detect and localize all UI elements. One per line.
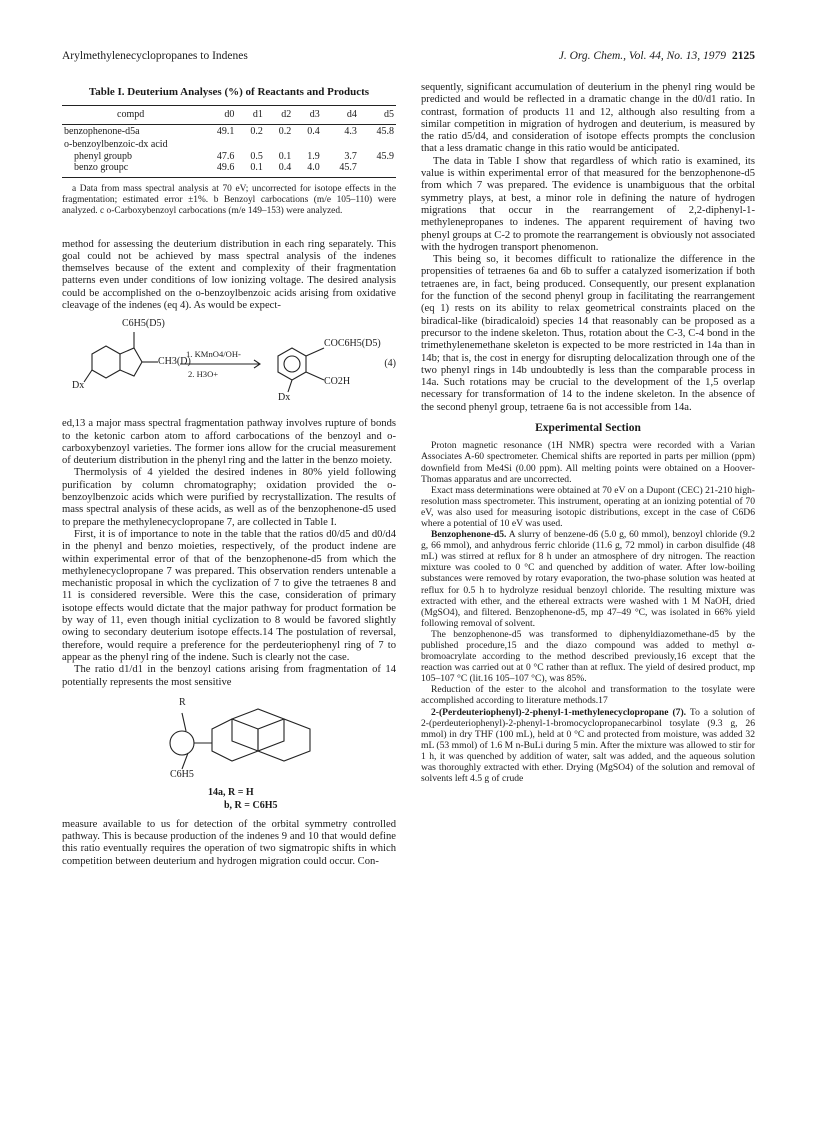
paragraph: The benzophenone-d5 was transformed to diphenyldiazomethane-d5 by the published procedure,15 and the diazo compound was added to methyl α-bromoacrylate according to the method described previously,16 except that the reaction was carried out at 0 °C rather than at reflux. The yield of desired product, mp 105–107 °C (lit.16 105–107 °C), was 85%.: [421, 628, 755, 685]
paragraph: measure available to us for detection of the orbital symmetry controlled pathway. This is because production of the indenes 9 and 10 that would define this ratio eventually requires the operation of two sigmatropic shifts in which competition between deuterium and hydrogen migration could occur. Con-: [62, 818, 396, 867]
cell: 45.7: [322, 162, 359, 177]
section-heading: Experimental Section: [535, 422, 641, 435]
paragraph: First, it is of importance to note in the table that the ratios d0/d5 and d0/d4 in the phenyl and benzo moieties, respectively, of the product indene are within experimental error of that of the benzophenone-d5 from which the methylenecyclopropane 7 was prepared. This observation renders untenable a mechanistic proposal in which the cyclization of 7 to give the tetraenes 8 and 11 is considered reversible. Were this the case, consideration of primary isotope effects would dictate that the major pathway for product formation be by way of 11, even though initial cyclization to 8 would be favored slightly owing to secondary deuterium isotope effects.14 The postulation of reversal, therefore, would require a preference for the perdeuteriophenyl ring of 7 to appear as the phenyl ring of the indene. Such is clearly not the case.: [62, 528, 396, 663]
row-label: phenyl groupb: [74, 150, 133, 162]
col-header-d5: d5: [359, 106, 396, 125]
reactant-methyl-label: CH3(D): [158, 356, 191, 368]
equation-4-drawing: [62, 318, 396, 414]
cell: 0.4: [307, 126, 320, 137]
paragraph: The data in Table I show that regardless of which ratio is examined, its value is within experimental error of that measured for the benzophenone-d5 from which 7 was prepared. The evidence is unambiguous that the orbital symmetry plays, at best, a minor role in defining the nature of hydrogen migrations that occur in the rearrangement of 2,2-diphenyl-1-methylenepropanes to indenes. The apparent requirement of having two phenyl groups at C-2 to promote the rearrangement is obviously not associated with the hydrogen transport phenomenon.: [421, 155, 755, 253]
cell: 0.5: [250, 150, 263, 162]
cell: 49.1: [216, 126, 235, 137]
cell: 4.0: [293, 162, 321, 177]
cell: 0.2: [278, 126, 292, 137]
benzene-ring-shape: [92, 346, 120, 378]
col-header-d3: d3: [293, 106, 321, 125]
product-benzoyl-label: COC6H5(D5): [324, 338, 381, 350]
table-row: [62, 139, 396, 151]
table-header-row: [62, 106, 396, 125]
cell: 3.7: [344, 150, 357, 162]
table-footnote: a Data from mass spectral analysis at 70 eV; uncorrected for isotope effects in the fragmentation; estimated error ±1%. b Benzoyl carbocations (m/e 105–110) were analyzed. c o-Carboxybenzoyl carbocations (m/e 149–153) were analyzed.: [62, 183, 396, 216]
equation-number: (4): [384, 358, 396, 370]
paragraph: [421, 529, 755, 629]
structure-14-figure: [62, 695, 396, 813]
running-head-title: Arylmethylenecyclopropanes to Indenes: [62, 50, 248, 62]
paragraph: Thermolysis of 4 yielded the desired indenes in 80% yield following purification by column chromatography; oxidation provided the o-benzoylbenzoic acids which were purified by recrystallization. The results of mass spectral analysis of these acids, as well as of the benzophenone-d5 used to prepare the methylenecyclopropane 7, are collected in Table I.: [62, 467, 396, 528]
row-label: benzo groupc: [62, 162, 199, 177]
compound-heading: 2-(Perdeuteriophenyl)-2-phenyl-1-methylenecyclopropane (7).: [431, 706, 687, 718]
cell: 1.9: [307, 150, 320, 162]
col-header-d1: d1: [236, 106, 264, 125]
cell: 45.8: [376, 126, 394, 137]
cell: 0.1: [236, 162, 264, 177]
reagent-step-1: 1. KMnO4/OH-: [186, 349, 241, 360]
table-row: [62, 162, 396, 177]
reactant-substituent-label: C6H5(D5): [122, 318, 165, 330]
table-row: [62, 124, 396, 139]
structure-r-label: R: [179, 696, 186, 708]
table-title: Table I. Deuterium Analyses (%) of Reactants and Products: [88, 86, 370, 98]
deuterium-table: [62, 105, 396, 178]
paragraph: This being so, it becomes difficult to rationalize the difference in the propensities of tetraenes 6a and 6b to suffer a catalyzed isomerization if both tetraenes are, in fact, being produced. Consequently, our present explanation for the function of the second phenyl group in facilitating the rearrangement (eq 1) rests on its ability to relax geometrical constraints placed on the biradical-like (biradicaloid) species 14 that reasonably can be proposed as a precursor to the indene skeleton. Thus, rotation about the C-3, C-4 bond in the trimethylenemethane skeleton is expected to be more restricted in 14a than in 14b; that is, the cost in energy for disrupting delocalization through one of the two phenyl rings in 14b undoubtedly is less than the comparable process in 14a. Such rotations may be crucial to the development of the 1,5 overlap necessary for transformation of 14 to the indene skeleton. In the absence of the second phenyl group, tetraene 6a is not accessible from 14a.: [421, 254, 755, 413]
product-acid-label: CO2H: [324, 376, 351, 388]
reagent-step-2: 2. H3O+: [188, 369, 219, 380]
col-header-d4: d4: [322, 106, 359, 125]
cell: 0.4: [265, 162, 293, 177]
col-header-d0: d0: [199, 106, 236, 125]
structure-label-14a: 14a, R = H: [208, 786, 254, 798]
reactant-dx-label: Dx: [72, 380, 85, 392]
row-label: o-benzoylbenzoic-dx acid: [64, 139, 168, 150]
product-dx-label: Dx: [278, 392, 291, 404]
experimental-section: [421, 440, 755, 784]
paragraph: method for assessing the deuterium distribution in each ring separately. This goal could not be achieved by mass spectral analysis of the indenes themselves because of the extent and complexity of their fragmentation patterns even under conditions of low ionizing voltage. The desired analysis could be accomplished on the o-benzoylbenzoic acids arising from oxidative cleavage of the indenes (eq 4). As would be expect-: [62, 238, 396, 311]
cell: 4.3: [344, 126, 357, 137]
page-number: 2125: [732, 50, 755, 62]
col-header-compd: compd: [62, 106, 199, 125]
table-row: [62, 151, 396, 163]
col-header-d2: d2: [265, 106, 293, 125]
left-column: [62, 82, 396, 868]
cell: 45.9: [376, 150, 394, 162]
cell: 49.6: [199, 162, 236, 177]
cell: 0.2: [250, 126, 263, 137]
cell: [359, 162, 396, 177]
paragraph: Exact mass determinations were obtained at 70 eV on a Dupont (CEC) 21-210 high-resolution mass spectrometer. This instrument, operating at an ionizing potential of 70 eV, was also used for measuring isotopic distributions, except in the case of C6D6 where a potential of 10 eV was used.: [421, 484, 755, 529]
paragraph: Proton magnetic resonance (1H NMR) spectra were recorded with a Varian Associates A-60 spectrometer. Chemical shifts are reported in parts per million (ppm) downfield from Me4Si (0.00 ppm). All melting points were obtained on a Hoover-Thomas apparatus and are uncorrected.: [421, 440, 755, 485]
structure-14-drawing: [62, 695, 396, 791]
paragraph-body: To a solution of 2-(perdeuteriophenyl)-2-phenyl-1-bromocyclopropanecarbinol tosylate (9.3 g, 26 mmol) in dry THF (100 mL), held at 0 °C and protected from moisture, was added 32 mL (53 mmol) of 1.6 M n-BuLi during 5 min. After the mixture was allowed to stir for 1 h, it was quenched by addition of water, salt was added, and the aqueous solution was thoroughly extracted with ether. Drying (MgSO4) of the solution and removal of solvents left 4.5 g of crude: [421, 706, 755, 785]
equation-4-scheme: [62, 318, 396, 414]
row-label: benzophenone-d5a: [64, 126, 140, 137]
paragraph: [421, 707, 755, 785]
running-head: [62, 50, 755, 66]
cell: 47.6: [216, 150, 235, 162]
compound-heading: Benzophenone-d5.: [431, 529, 507, 541]
paragraph: sequently, significant accumulation of deuterium in the phenyl ring would be predicted and would be reflected in a dramatic change in the d0/d1 ratio. In contrast, formation of products 11 and 12, although also resulting from a similar competition in migration of hydrogen and deuterium, is measured by the ratio d5/d4, and consideration of isotope effects prompts the conclusion that a less dramatic change in this ratio would be anticipated.: [421, 82, 755, 155]
journal-citation: J. Org. Chem., Vol. 44, No. 13, 1979: [558, 50, 726, 62]
structure-label-14b: b, R = C6H5: [224, 799, 278, 811]
paragraph: ed,13 a major mass spectral fragmentation pathway involves rupture of bonds to the ketonic carbon atom to afford carbocations of the benzoyl and o-carboxybenzoyl varieties. The former ions allow for the crucial measurement of deuterium distribution in the phenyl ring and the latter in the benzo moiety.: [62, 418, 396, 467]
paragraph: Reduction of the ester to the alcohol and transformation to the tosylate were accomplished according to literature methods.17: [421, 684, 755, 707]
paragraph: The ratio d1/d1 in the benzoyl cations arising from fragmentation of 14 potentially represents the most sensitive: [62, 664, 396, 688]
running-head-journal: [559, 50, 755, 62]
structure-phenyl-label: C6H5: [170, 768, 194, 780]
cell: 0.1: [278, 150, 292, 162]
paragraph-body: A slurry of benzene-d6 (5.0 g, 60 mmol), benzoyl chloride (9.2 g, 66 mmol), and anhydrous ferric chloride (11.6 g, 72 mmol) in carbon disulfide (48 mL) was stirred at reflux for 8 h under an atmosphere of dry nitrogen. The reaction mixture was cooled to 0 °C and quenched by addition of water. After low-boiling substances were removed by rotary evaporation, the two-phase solution was heated at reflux for 0.5 h to hydrolyze residual benzoyl chloride. The resulting mixture was extracted with ether, and the ethereal extracts were washed with 1 M NaOH, dried (MgSO4), and filtered. Benzophenone-d5, mp 47–49 °C, was isolated in 66% yield following removal of solvent.: [421, 529, 755, 629]
right-column: [421, 82, 755, 784]
